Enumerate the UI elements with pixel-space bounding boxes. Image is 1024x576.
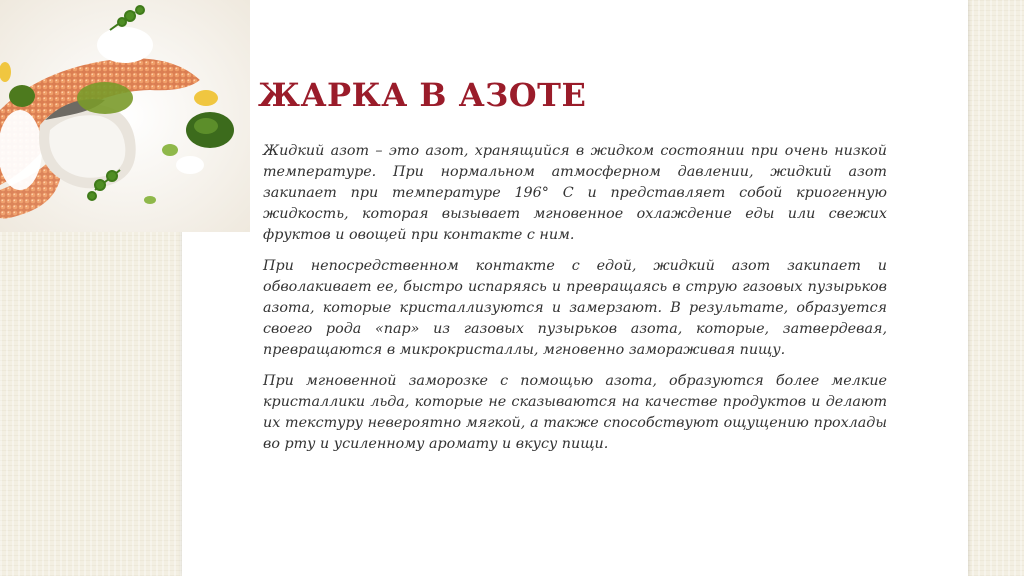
- slide-body: [263, 141, 887, 465]
- dish-photo: [0, 0, 250, 232]
- paragraph-2: При непосредственном контакте с едой, жидкий азот закипает и обволакивает ее, быстро испаряясь и превращаясь в струю газовых пузырьков азота, которые кристаллизуются и замерзают. В результате, образуется своего рода «пар» из газовых пузырьков азота, которые, затвердевая, превращаются в микрокристаллы, мгновенно замораживая пищу.: [263, 258, 887, 358]
- slide-title: ЖАРКА В АЗОТЕ: [258, 76, 587, 114]
- dish-illustration: [0, 0, 250, 232]
- paragraph-1: Жидкий азот – это азот, хранящийся в жидком состоянии при очень низкой температуре. При нормальном атмосферном давлении, жидкий азот закипает при температуре 196° С и представляет собой криогенную жидкость, которая вызывает мгновенное охлаждение еды или свежих фруктов и овощей при контакте с ним.: [263, 143, 887, 243]
- paragraph-3: При мгновенной заморозке с помощью азота, образуются более мелкие кристаллики льда, которые не сказываются на качестве продуктов и делают их текстуру невероятно мягкой, а также способствуют ощущению прохлады во рту и усиленному аромату и вкусу пищи.: [263, 373, 887, 452]
